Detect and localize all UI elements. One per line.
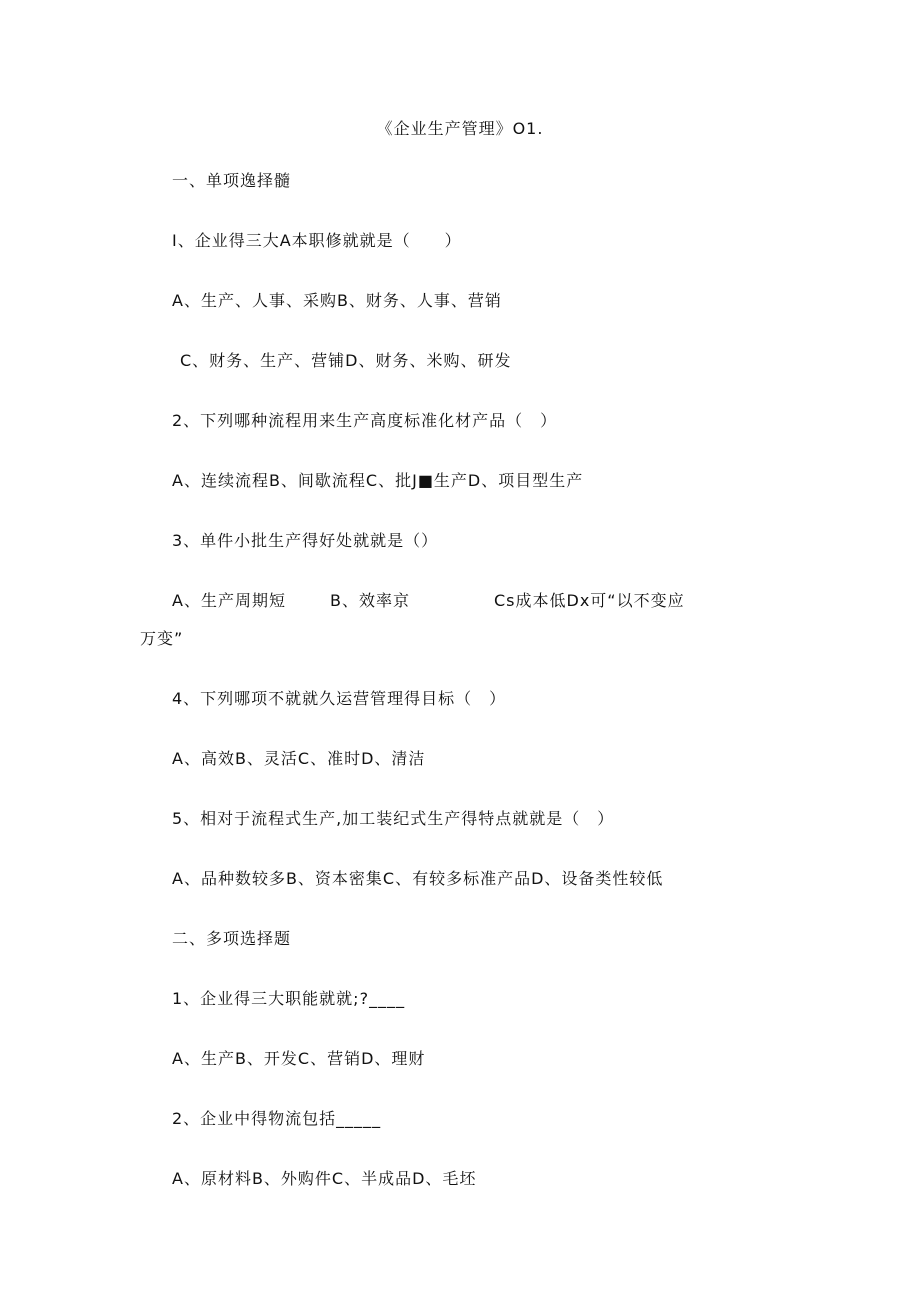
section-heading-single-choice: 一、单项逸择髓 xyxy=(172,171,292,190)
question-4: 4、下列哪项不就就久运营管理得目标（ ） xyxy=(172,689,507,708)
question-3-options-c-d: Cs成本低Dx可“以不变应 xyxy=(494,591,685,610)
question-3-options-continued: 万变” xyxy=(140,629,184,648)
question-5: 5、相对于流程式生产,加工装纪式生产得特点就就是（ ） xyxy=(172,809,615,828)
multi-question-2-options: A、原材料B、外购件C、半成品D、毛坯 xyxy=(172,1169,477,1188)
question-3: 3、单件小批生产得好处就就是（） xyxy=(172,531,439,550)
question-1-options-c-d: C、财务、生产、营铺D、财务、米购、研发 xyxy=(180,351,512,370)
page-title: 《企业生产管理》O1. xyxy=(376,119,544,138)
question-5-options: A、品种数较多B、资本密集C、有较多标准产品D、设备类性较低 xyxy=(172,869,664,888)
question-3-option-a: A、生产周期短 xyxy=(172,591,286,610)
multi-question-1-options: A、生产B、开发C、营销D、理财 xyxy=(172,1049,426,1068)
multi-question-1: 1、企业得三大职能就就;?____ xyxy=(172,989,406,1008)
question-4-options: A、高效B、灵活C、准时D、清洁 xyxy=(172,749,426,768)
question-1-options-a-b: A、生产、人事、采购B、财务、人事、营销 xyxy=(172,291,502,310)
multi-question-2: 2、企业中得物流包括_____ xyxy=(172,1109,382,1128)
question-3-option-b: B、效率京 xyxy=(330,591,410,610)
section-heading-multiple-choice: 二、多项选择题 xyxy=(172,929,292,948)
question-2: 2、下列哪种流程用来生产高度标准化材产品（ ） xyxy=(172,411,558,430)
question-1: I、企业得三大A本职修就就是（ ） xyxy=(172,231,462,250)
question-2-options: A、连续流程B、间歇流程C、批J■生产D、项目型生产 xyxy=(172,471,584,490)
